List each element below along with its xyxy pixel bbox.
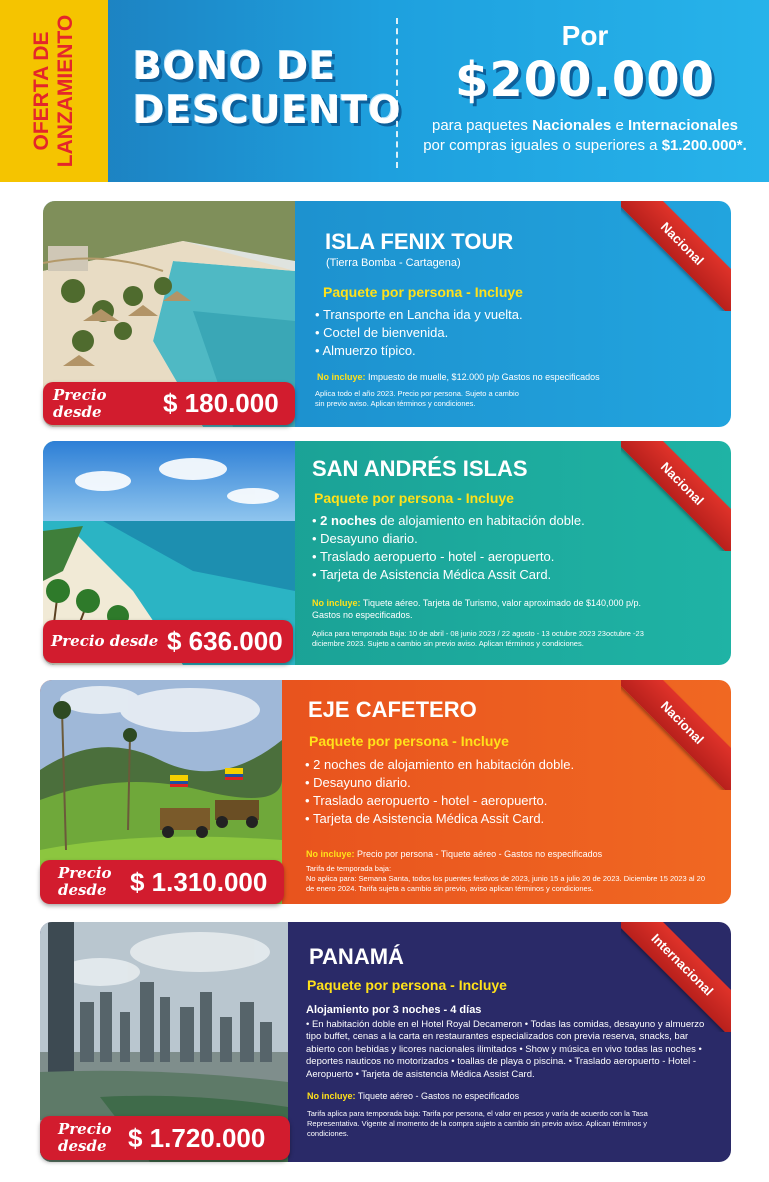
fine-print: Tarifa aplica para temporada baja: Tarifa por persona, el valor en pesos y varía de acuerdo con la Tasa Representativa. Vigente al momento de la compra sujeto a cambio sin previo aviso. Aplican términos y condiciones. (307, 1109, 648, 1138)
price-value: $ 1.720.000 (128, 1122, 266, 1153)
list-item: • 2 noches de alojamiento en habitación doble. (305, 756, 705, 774)
includes-list (312, 512, 712, 584)
package-title: SAN ANDRÉS ISLAS (312, 456, 528, 481)
fine-print: Aplica para temporada Baja: 10 de abril - 08 junio 2023 / 22 agosto - 13 octubre 2023 23octubre -23 diciembre 2023. Sujeto a cambio sin previo aviso. Aplican términos y condiciones. (312, 629, 644, 648)
lodging-title: Alojamiento por 3 noches - 4 días (306, 1004, 482, 1016)
discount-amount: $200.000 (454, 52, 716, 108)
price-value: $ 1.310.000 (130, 866, 268, 897)
list-item: • Tarjeta de Asistencia Médica Assit Card. (305, 810, 705, 828)
list-item: • Coctel de bienvenida. (315, 324, 695, 342)
list-item: • Transporte en Lancha ida y vuelta. (315, 306, 695, 324)
not-included: No incluye: Impuesto de muelle, $12.000 p/p Gastos no especificados (317, 372, 600, 382)
not-included: No incluye: Precio por persona - Tiquete aéreo - Gastos no especificados (306, 849, 603, 859)
internacional-ribbon: Internacional (621, 922, 731, 1032)
package-title: EJE CAFETERO (308, 697, 477, 722)
price-label: Precio desde (51, 632, 159, 650)
nacional-ribbon: Nacional (621, 441, 731, 551)
not-included: No incluye: Tiquete aéreo. Tarjeta de Turismo, valor aproximado de $140,000 p/p. Gastos no especificados. (312, 598, 642, 620)
nacional-ribbon: Nacional (621, 201, 731, 311)
price-badge-isla-fenix (43, 382, 295, 425)
discount-bonus-title: BONO DE DESCUENTO (133, 44, 402, 132)
price-badge-san-andres (43, 620, 293, 663)
price-value: $ 180.000 (163, 388, 279, 418)
price-value: $ 636.000 (167, 626, 283, 656)
includes-heading: Paquete por persona - Incluye (307, 977, 507, 993)
list-item: • 2 noches de alojamiento en habitación doble. (312, 512, 712, 530)
nacional-ribbon: Nacional (621, 680, 731, 790)
includes-heading: Paquete por persona - Incluye (314, 490, 514, 506)
package-title: ISLA FENIX TOUR (325, 229, 514, 254)
price-label: Precio desde (53, 385, 107, 421)
list-item: • Traslado aeropuerto - hotel - aeropuerto. (312, 548, 712, 566)
price-badge-eje-cafetero (40, 860, 284, 904)
list-item: • Almuerzo típico. (315, 342, 695, 360)
launch-offer-tag (0, 0, 108, 182)
list-item: • Traslado aeropuerto - hotel - aeropuerto. (305, 792, 705, 810)
not-included: No incluye: Tiquete aéreo - Gastos no especificados (307, 1091, 520, 1101)
includes-heading: Paquete por persona - Incluye (323, 284, 523, 300)
list-item: • Desayuno diario. (312, 530, 712, 548)
launch-offer-text: OFERTA DE LANZAMIENTO (30, 14, 77, 168)
includes-list (315, 306, 695, 360)
includes-list (305, 756, 705, 828)
price-label: Precio desde (58, 864, 112, 899)
package-title: PANAMÁ (309, 944, 404, 969)
lodging-text: • En habitación doble en el Hotel Royal Decameron • Todas las comidas, desayuno y almuerzo tipo buffet, cenas a la carta en restaurantes especializados con previa reserva, snacks, bar abierto con bebidas y licores nacionales ilimitados • Show y música en vivo todas las noches • deportes nauticos no motorizados • toallas de playa o piscina. • Traslado aeropuerto - Hotel - Aeropuerto • Tarjeta de asistencia Médica Assist Card. (306, 1018, 705, 1080)
por-label: Por (561, 20, 609, 51)
lodging-details (306, 1004, 716, 1081)
discount-conditions: para paquetes Nacionales e Internacionales por compras iguales o superiores a $1.200.000*. (423, 117, 747, 154)
list-item: • Tarjeta de Asistencia Médica Assit Card. (312, 566, 712, 584)
promo-header (0, 0, 769, 182)
fine-print: Tarifa de temporada baja: No aplica para: Semana Santa, todos los puentes festivos de 2023, junio 15 a julio 20 de 2023. Diciembre 15 2023 al 20 de enero 2024. Tarifa sujeta a cambio sin previo, aviso aplican términos y condiciones. (306, 864, 706, 893)
includes-heading: Paquete por persona - Incluye (309, 733, 509, 749)
price-badge-panama (40, 1116, 290, 1160)
list-item: • Desayuno diario. (305, 774, 705, 792)
price-label: Precio desde (58, 1120, 112, 1155)
fine-print: Aplica todo el año 2023. Precio por persona. Sujeto a cambio sin previo aviso. Aplican términos y condiciones. (315, 389, 519, 408)
package-location: (Tierra Bomba - Cartagena) (326, 257, 461, 269)
header-divider (396, 18, 398, 168)
